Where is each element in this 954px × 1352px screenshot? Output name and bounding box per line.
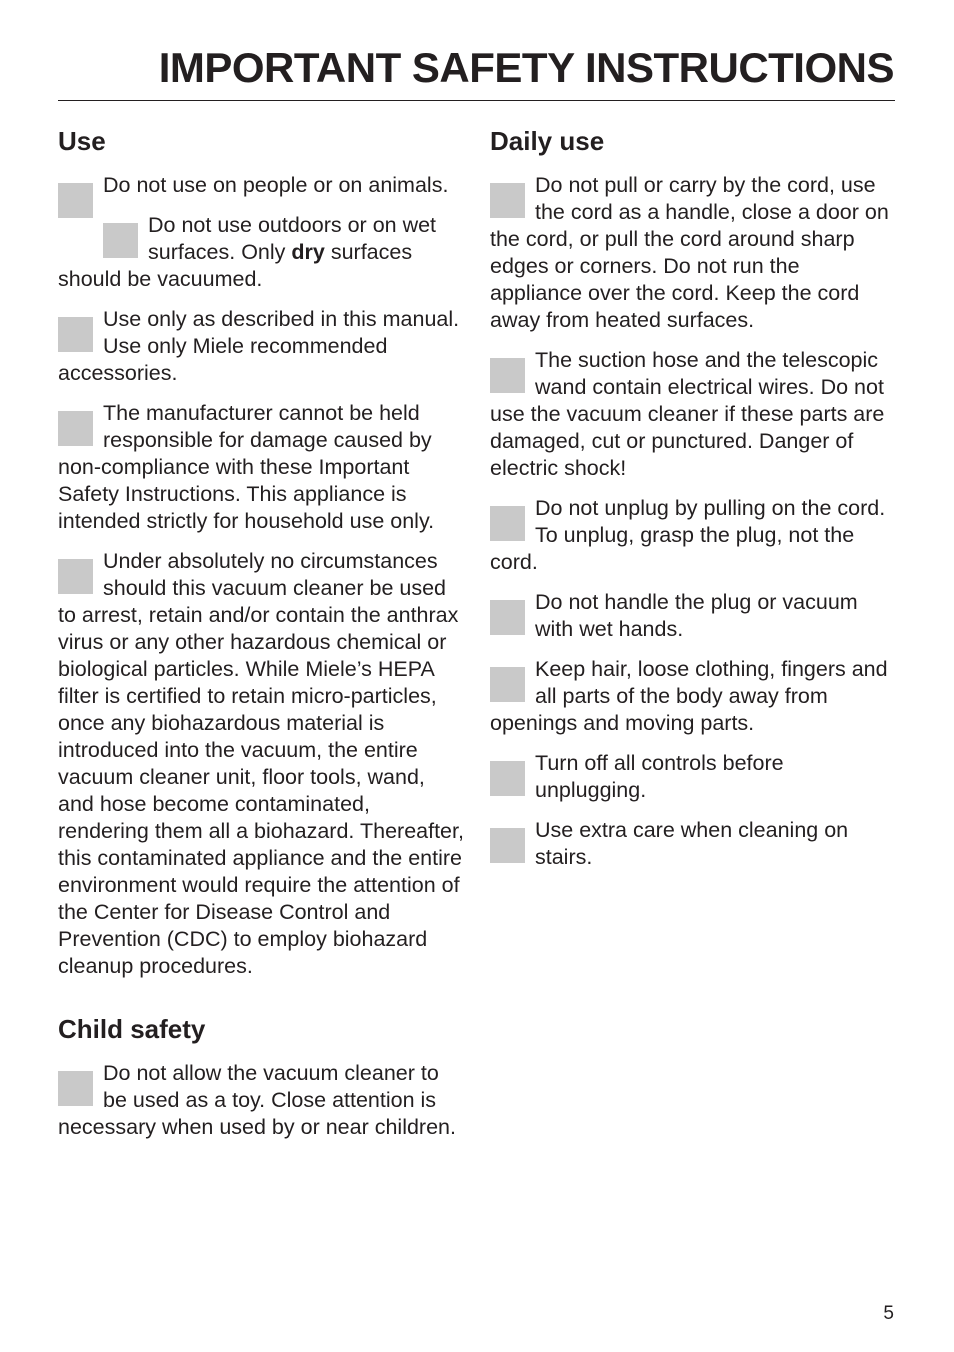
warning-square-icon	[490, 358, 525, 393]
item-text-part: surfaces should be vacuumed.	[58, 240, 413, 291]
warning-square-icon	[58, 559, 93, 594]
item-text-emphasis: dry	[291, 240, 325, 264]
item-text: The manufacturer cannot be held responsible for damage caused by non-compliance with these Important Safety Instructions. This appliance is intended strictly for household use only.	[58, 401, 435, 533]
list-item	[490, 495, 896, 576]
section-use	[58, 124, 464, 980]
list-item	[58, 400, 464, 535]
warning-square-icon	[490, 667, 525, 702]
section-heading-daily-use: Daily use	[490, 126, 605, 156]
page-number: 5	[883, 1303, 894, 1324]
warning-square-icon	[58, 1071, 93, 1106]
list-item	[490, 172, 896, 334]
list-item	[490, 750, 896, 804]
list-item	[490, 589, 896, 643]
item-text: Do not unplug by pulling on the cord. To unplug, grasp the plug, not the cord.	[490, 496, 886, 574]
warning-square-icon	[58, 317, 93, 352]
item-text: Use extra care when cleaning on stairs.	[535, 818, 849, 869]
item-text: The suction hose and the telescopic wand contain electrical wires. Do not use the vacuum cleaner if these parts are damaged, cut or punctured. Danger of electric shock!	[490, 348, 885, 480]
warning-square-icon	[490, 506, 525, 541]
left-column	[58, 124, 464, 1154]
list-item	[490, 817, 896, 871]
list-item	[58, 1060, 464, 1141]
page-title: IMPORTANT SAFETY INSTRUCTIONS	[158, 44, 894, 91]
list-item	[58, 212, 464, 293]
warning-square-icon	[490, 761, 525, 796]
section-child-safety	[58, 1012, 464, 1141]
list-item	[490, 347, 896, 482]
section-daily-use	[490, 124, 896, 871]
warning-square-icon	[103, 223, 138, 258]
right-column	[490, 124, 896, 884]
item-text: Do not use on people or on animals.	[103, 173, 449, 197]
warning-square-icon	[490, 183, 525, 218]
list-item	[58, 548, 464, 980]
item-text: Use only as described in this manual. Use only Miele recommended accessories.	[58, 307, 460, 385]
warning-square-icon	[490, 828, 525, 863]
item-text: Keep hair, loose clothing, fingers and all parts of the body away from openings and moving parts.	[490, 657, 888, 735]
warning-square-icon	[58, 411, 93, 446]
title-divider	[58, 100, 895, 101]
section-heading-child-safety: Child safety	[58, 1014, 206, 1044]
section-heading-use: Use	[58, 126, 106, 156]
item-text: Do not pull or carry by the cord, use the cord as a handle, close a door on the cord, or pull the cord around sharp edges or corners. Do not run the appliance over the cord. Keep the cord away from heated surfaces.	[490, 173, 889, 332]
list-item	[58, 306, 464, 387]
item-text: Under absolutely no circumstances should this vacuum cleaner be used to arrest, retain and/or contain the anthrax virus or any other hazardous chemical or biological particles. While Miele’s HEPA filter is certified to retain micro-particles, once any biohazardous material is introduced into the vacuum, the entire vacuum cleaner unit, floor tools, wand, and hose become contaminated, rendering them all a biohazard. Thereafter, this contaminated appliance and the entire environment would require the attention of the Center for Disease Control and Prevention (CDC) to employ biohazard cleanup procedures.	[58, 549, 464, 978]
item-text: Do not handle the plug or vacuum with wet hands.	[535, 590, 858, 641]
list-item	[58, 172, 464, 199]
item-text-part: Do not use outdoors or on wet surfaces. Only	[148, 213, 437, 264]
item-text: Turn off all controls before unplugging.	[535, 751, 784, 802]
item-text: Do not allow the vacuum cleaner to be used as a toy. Close attention is necessary when used by or near children.	[58, 1061, 456, 1139]
warning-square-icon	[490, 600, 525, 635]
list-item	[490, 656, 896, 737]
